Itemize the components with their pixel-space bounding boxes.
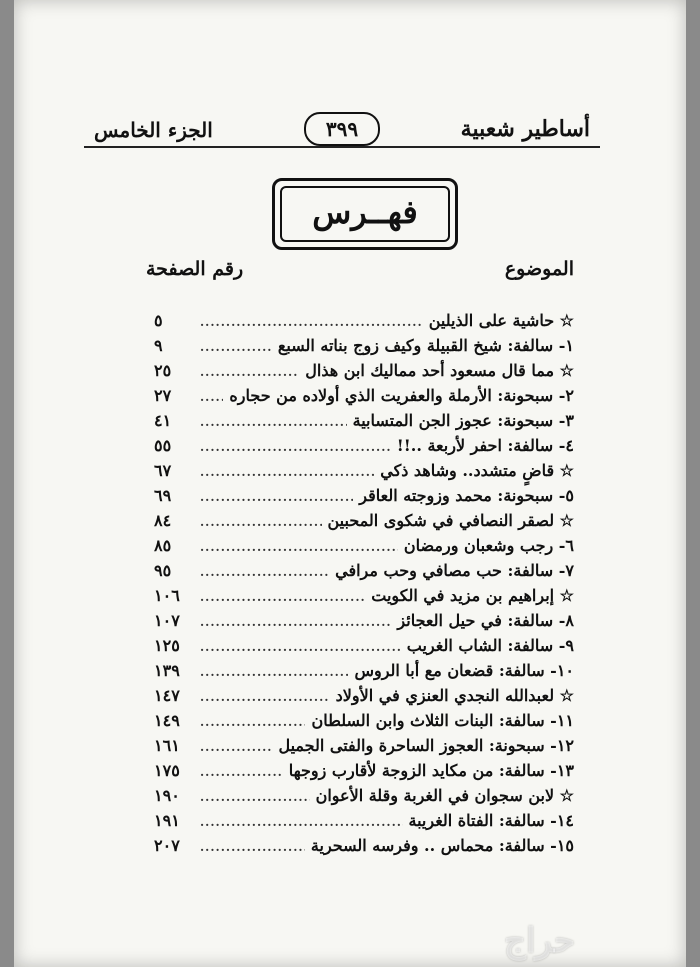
toc-entry: [154, 683, 574, 708]
toc-entry-title: ٩- سالفة: الشاب الغريب: [406, 636, 574, 655]
toc-entry-page: ١٣٩: [154, 661, 180, 680]
watermark-logo: حراج: [504, 921, 576, 961]
dot-leader: [200, 535, 398, 560]
dot-leader: [200, 460, 374, 485]
toc-entry-page: ٨٥: [154, 536, 172, 555]
toc-entry-page: ١٩١: [154, 811, 180, 830]
dot-leader: [200, 510, 322, 535]
toc-entry-page: ٦٩: [154, 486, 172, 505]
toc-entry-title: ☆ إبراهيم بن مزيد في الكويت: [371, 586, 574, 605]
toc-entry-title: ١- سالفة: شيخ القبيلة وكيف زوج بناته السبع: [277, 336, 574, 355]
dot-leader: [200, 660, 348, 685]
toc-entry-page: ٢٥: [154, 361, 172, 380]
toc-entry: [154, 583, 574, 608]
dot-leader: [200, 385, 223, 410]
toc-entry-title: ١٠- سالفة: قضعان مع أبا الروس: [354, 661, 574, 680]
toc-entry-page: ١٦١: [154, 736, 180, 755]
toc-entry-title: ٨- سالفة: في حيل العجائز: [397, 611, 574, 630]
toc-entry: [154, 308, 574, 333]
toc-entry-page: ١٢٥: [154, 636, 180, 655]
toc-entry-page: ٥: [154, 311, 163, 330]
toc-entry-title: ١٣- سالفة: من مكايد الزوجة لأقارب زوجها: [288, 761, 574, 780]
index-title: فهــرس: [312, 193, 418, 231]
book-title: أساطير شعبية: [460, 116, 590, 142]
toc-entry-title: ٥- سبحونة: محمد وزوجته العاقر: [359, 486, 574, 505]
toc-entry-title: ☆ لعبدالله النجدي العنزي في الأولاد: [335, 686, 574, 705]
dot-leader: [200, 610, 391, 635]
toc-entry-page: ٥٥: [154, 436, 172, 455]
dot-leader: [200, 635, 401, 660]
toc-entry-title: ☆ لصقر النصافي في شكوى المحبين: [327, 511, 574, 530]
toc-entry: [154, 833, 574, 858]
page-number: ٣٩٩: [304, 112, 380, 146]
toc-entry: [154, 408, 574, 433]
toc-entry-page: ١٧٥: [154, 761, 180, 780]
toc-entry: [154, 383, 574, 408]
topic-column-header: الموضوع: [504, 258, 574, 280]
toc-entry: [154, 608, 574, 633]
dot-leader: [200, 735, 272, 760]
toc-entry-title: ☆ قاضٍ متشدد.. وشاهد ذكي: [380, 461, 574, 480]
toc-entry: [154, 733, 574, 758]
toc-entry-title: ☆ لابن سجوان في الغربة وقلة الأعوان: [315, 786, 574, 805]
dot-leader: [200, 560, 329, 585]
dot-leader: [200, 485, 353, 510]
toc-entry: [154, 533, 574, 558]
toc-entry-page: ١٤٩: [154, 711, 180, 730]
toc-entry: [154, 783, 574, 808]
toc-entry: [154, 508, 574, 533]
toc-entry-page: ٩٥: [154, 561, 172, 580]
dot-leader: [200, 360, 299, 385]
page-column-header: رقم الصفحة: [146, 258, 244, 280]
toc-entry-page: ٦٧: [154, 461, 172, 480]
toc-entry-title: ١٢- سبحونة: العجوز الساحرة والفتى الجميل: [278, 736, 574, 755]
table-of-contents: [154, 308, 574, 858]
toc-entry-page: ١٠٦: [154, 586, 180, 605]
toc-entry: [154, 558, 574, 583]
dot-leader: [200, 785, 310, 810]
dot-leader: [200, 810, 403, 835]
toc-entry-title: ١١- سالفة: البنات الثلاث وابن السلطان: [311, 711, 574, 730]
toc-entry-page: ١٤٧: [154, 686, 180, 705]
dot-leader: [200, 685, 330, 710]
toc-entry-title: ١٥- سالفة: محماس .. وفرسه السحرية: [310, 836, 574, 855]
toc-entry-title: ٦- رجب وشعبان ورمضان: [403, 536, 574, 555]
book-page: [14, 0, 686, 967]
toc-entry: [154, 758, 574, 783]
toc-entry-page: ٤١: [154, 411, 172, 430]
toc-entry: [154, 333, 574, 358]
dot-leader: [200, 410, 347, 435]
toc-entry-page: ٢٧: [154, 386, 172, 405]
index-title-frame: [272, 178, 458, 250]
dot-leader: [200, 310, 423, 335]
toc-entry: [154, 483, 574, 508]
dot-leader: [200, 585, 365, 610]
toc-entry-page: ١٠٧: [154, 611, 180, 630]
toc-entry: [154, 708, 574, 733]
toc-entry-title: ٧- سالفة: حب مصافي وحب مرافي: [335, 561, 574, 580]
toc-entry: [154, 808, 574, 833]
toc-entry-title: ☆ مما قال مسعود أحد مماليك ابن هذال: [305, 361, 574, 380]
header-divider: [84, 146, 600, 148]
toc-entry: [154, 458, 574, 483]
dot-leader: [200, 760, 283, 785]
toc-entry: [154, 633, 574, 658]
toc-entry-title: ٤- سالفة: احفر لأربعة ..!!: [396, 436, 574, 455]
toc-entry-title: ٢- سبحونة: الأرملة والعفريت الذي أولاده من حجاره: [229, 386, 574, 405]
toc-entry: [154, 658, 574, 683]
toc-entry: [154, 358, 574, 383]
toc-entry-title: ١٤- سالفة: الفتاة الغريبة: [408, 811, 574, 830]
dot-leader: [200, 435, 391, 460]
toc-entry-page: ٨٤: [154, 511, 172, 530]
dot-leader: [200, 335, 272, 360]
toc-entry-page: ٩: [154, 336, 163, 355]
toc-entry-page: ٢٠٧: [154, 836, 180, 855]
dot-leader: [200, 835, 305, 860]
dot-leader: [200, 710, 305, 735]
toc-entry-page: ١٩٠: [154, 786, 180, 805]
toc-entry-title: ☆ حاشية على الذيلين: [428, 311, 574, 330]
toc-entry: [154, 433, 574, 458]
part-label: الجزء الخامس: [94, 118, 213, 142]
toc-entry-title: ٣- سبحونة: عجوز الجن المتسابية: [352, 411, 574, 430]
